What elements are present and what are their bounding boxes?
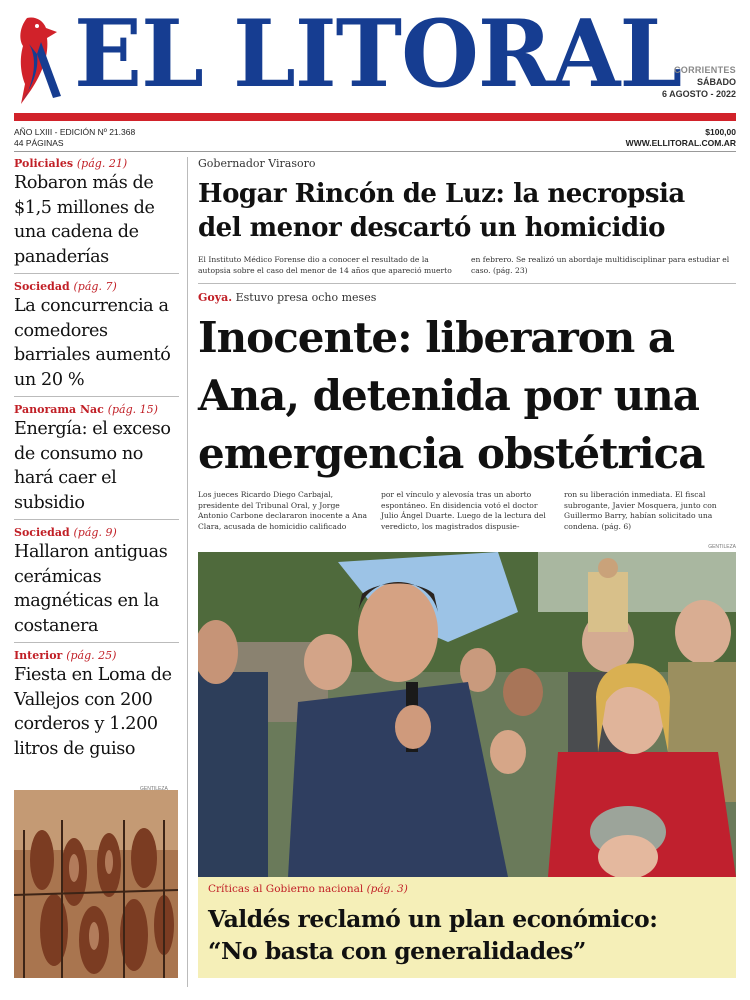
- brief-section: Policiales: [14, 157, 74, 170]
- brief-item[interactable]: [14, 157, 179, 274]
- brief-item[interactable]: [14, 403, 179, 520]
- brief-section: Sociedad: [14, 526, 70, 539]
- brief-photo-credit: GENTILEZA: [140, 786, 168, 792]
- story2-body: [198, 490, 736, 540]
- story1-headline[interactable]: [198, 177, 736, 245]
- cardinal-bird-icon: [13, 14, 63, 106]
- edition-number: AÑO LXIII - EDICIÓN Nº 21.368: [14, 127, 136, 137]
- website-link[interactable]: WWW.ELLITORAL.COM.AR: [625, 138, 736, 148]
- dateline-day: SÁBADO: [696, 77, 736, 87]
- masthead-red-rule: [14, 113, 736, 121]
- brief-headline[interactable]: Hallaron antiguas cerámicas magnéticas en la costanera: [14, 542, 168, 636]
- story-divider: [198, 283, 736, 284]
- story1-headline-line: Hogar Rincón de Luz: la necropsia: [198, 179, 685, 209]
- story1-body: [198, 255, 736, 277]
- brief-item[interactable]: [14, 649, 179, 765]
- brief-page: (pág. 21): [76, 157, 128, 170]
- story3-page: (pág. 3): [366, 883, 408, 895]
- story2-kicker-place: Goya.: [198, 291, 233, 304]
- brief-page: (pág. 15): [107, 403, 158, 416]
- governor-speech-photo[interactable]: [198, 552, 736, 877]
- main-column: [198, 157, 736, 531]
- brief-kicker: [14, 403, 179, 417]
- brief-headline[interactable]: Robaron más de $1,5 millones de una cadena de panaderías: [14, 173, 155, 267]
- main-photo-credit: GENTILEZA: [708, 544, 736, 550]
- story3-box[interactable]: [198, 877, 736, 978]
- dateline: [596, 64, 736, 100]
- story1-body-col: en febrero. Se realizó un abordaje multidisciplinar para estudiar el caso. (pág. 23): [471, 255, 730, 275]
- lamb-roast-photo[interactable]: [14, 790, 178, 978]
- story1-body-col: El Instituto Médico Forense dio a conocer el resultado de la autopsia sobre el caso del menor de 14 años que apareció muerto: [198, 255, 452, 275]
- brief-section: Sociedad: [14, 280, 70, 293]
- brief-item[interactable]: [14, 526, 179, 643]
- story1-kicker: Gobernador Virasoro: [198, 157, 316, 170]
- dateline-date: 6 AGOSTO - 2022: [661, 89, 736, 99]
- newspaper-logo[interactable]: EL LITORAL: [74, 0, 682, 108]
- brief-item[interactable]: [14, 280, 179, 397]
- brief-headline[interactable]: La concurrencia a comedores barriales aumentó un 20 %: [14, 296, 171, 390]
- story2-headline[interactable]: Inocente: liberaron a Ana, detenida por una emergencia obstétrica: [198, 313, 705, 478]
- story2-kicker-text: Estuvo presa ocho meses: [235, 291, 377, 304]
- story3-headline[interactable]: [208, 903, 728, 967]
- brief-page: (pág. 7): [73, 280, 117, 293]
- briefs-column: [14, 157, 179, 987]
- dateline-city: CORRIENTES: [673, 65, 736, 75]
- brief-page: (pág. 25): [66, 649, 117, 662]
- brief-kicker: [14, 280, 179, 294]
- brief-section: Interior: [14, 649, 63, 662]
- story3-kicker: [208, 883, 408, 895]
- brief-headline[interactable]: Energía: el exceso de consumo no hará caer el subsidio: [14, 419, 171, 513]
- column-divider: [187, 157, 188, 987]
- brief-kicker: [14, 157, 179, 171]
- page-count: 44 PÁGINAS: [14, 138, 64, 148]
- story3-headline-line: Valdés reclamó un plan económico:: [208, 905, 658, 933]
- brief-kicker: [14, 649, 179, 663]
- story2-body-col: Los jueces Ricardo Diego Carbajal, presidente del Tribunal Oral, y Jorge Antonio Carbone declararon inocente a Ana Clara, acusada de homicidio calificado: [198, 490, 368, 531]
- price: $100,00: [705, 127, 736, 137]
- brief-kicker: [14, 526, 179, 540]
- brief-headline[interactable]: Fiesta en Loma de Vallejos con 200 corderos y 1.200 litros de guiso: [14, 665, 172, 759]
- story1-headline-line: del menor descartó un homicidio: [198, 213, 665, 243]
- brief-section: Panorama Nac: [14, 403, 104, 416]
- masthead: [0, 0, 750, 125]
- story3-kicker-text: Críticas al Gobierno nacional: [208, 883, 364, 895]
- story3-headline-line: “No basta con generalidades”: [208, 937, 586, 965]
- brief-page: (pág. 9): [73, 526, 117, 539]
- story2-kicker: [198, 291, 376, 305]
- story2-body-col: por el vínculo y alevosía tras un aborto espontáneo. En disidencia votó el doctor Julio Ángel Duarte. Luego de la lectura del veredicto, los magistrados dispusie-: [381, 490, 546, 531]
- story2-body-col: ron su liberación inmediata. El fiscal subrogante, Javier Mosquera, junto con Guillermo Barry, habían solicitado una condena. (pág. 6): [564, 490, 717, 531]
- edition-bar: [14, 125, 736, 152]
